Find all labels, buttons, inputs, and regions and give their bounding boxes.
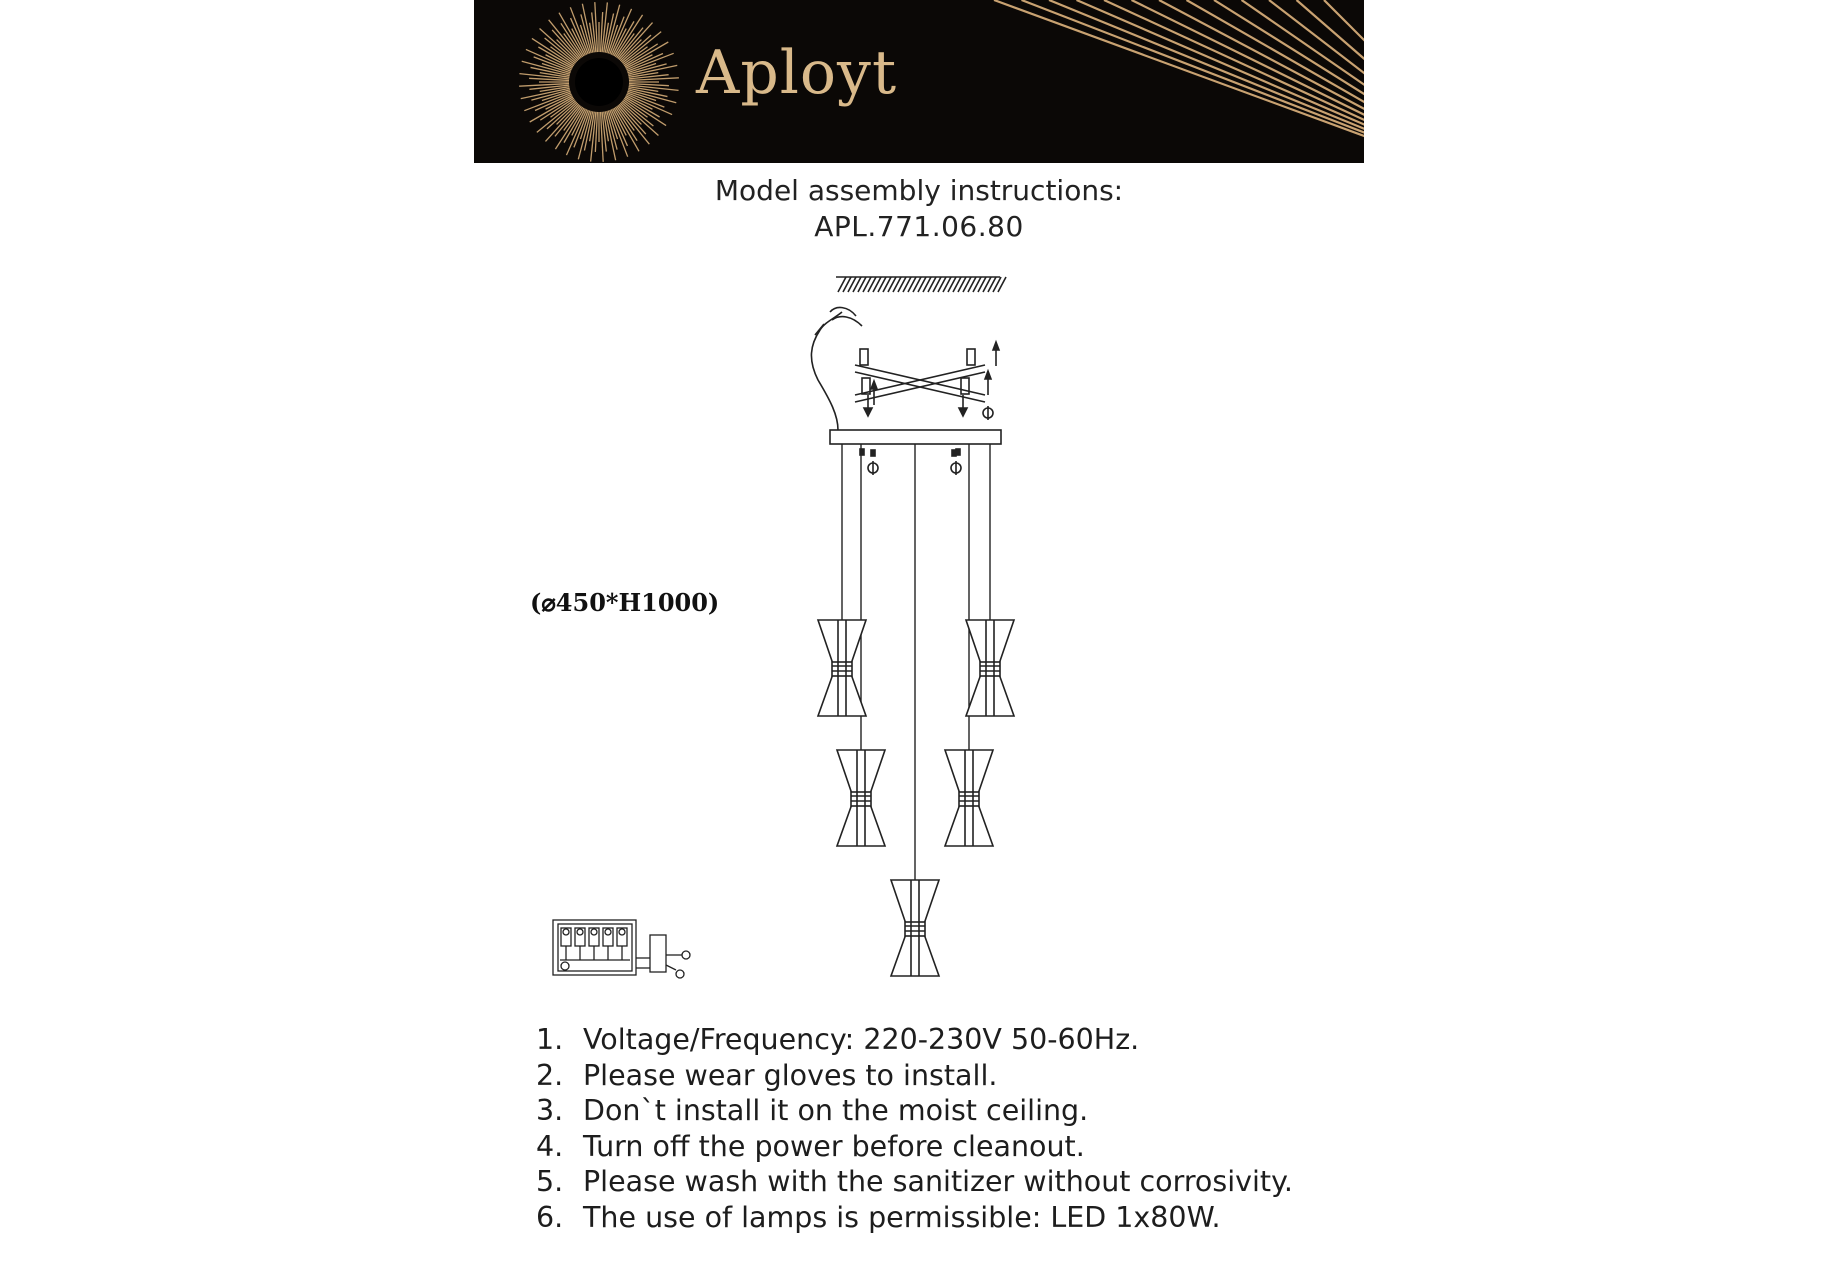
canopy-plate	[830, 430, 1001, 444]
pendant-shade	[891, 880, 939, 976]
list-item: 4. Turn off the power before cleanout.	[536, 1129, 1085, 1163]
instruction-list	[536, 1022, 1293, 1236]
list-item: 3. Don`t install it on the moist ceiling.	[536, 1094, 1089, 1128]
pendant-shade	[966, 620, 1014, 716]
model-number: APL.771.06.80	[814, 210, 1024, 243]
pendant-shade	[818, 620, 866, 716]
ceiling-hatch	[836, 277, 1006, 292]
canopy-fixings	[860, 449, 960, 456]
list-item: 5. Please wash with the sanitizer without corrosivity.	[536, 1165, 1293, 1199]
pendant-shade	[837, 750, 885, 846]
wiring-diagram-icon	[553, 920, 690, 978]
pendant-shade	[945, 750, 993, 846]
list-item: 2. Please wear gloves to install.	[536, 1058, 998, 1092]
list-item: 6. The use of lamps is permissible: LED 1x80W.	[536, 1200, 1221, 1234]
list-item: 1. Voltage/Frequency: 220-230V 50-60Hz.	[536, 1023, 1140, 1056]
page-title: Model assembly instructions:	[714, 174, 1124, 207]
dimensions-label: (⌀450*H1000)	[530, 588, 720, 617]
brand-name: Aployt	[696, 38, 898, 108]
supply-cable	[811, 312, 842, 430]
